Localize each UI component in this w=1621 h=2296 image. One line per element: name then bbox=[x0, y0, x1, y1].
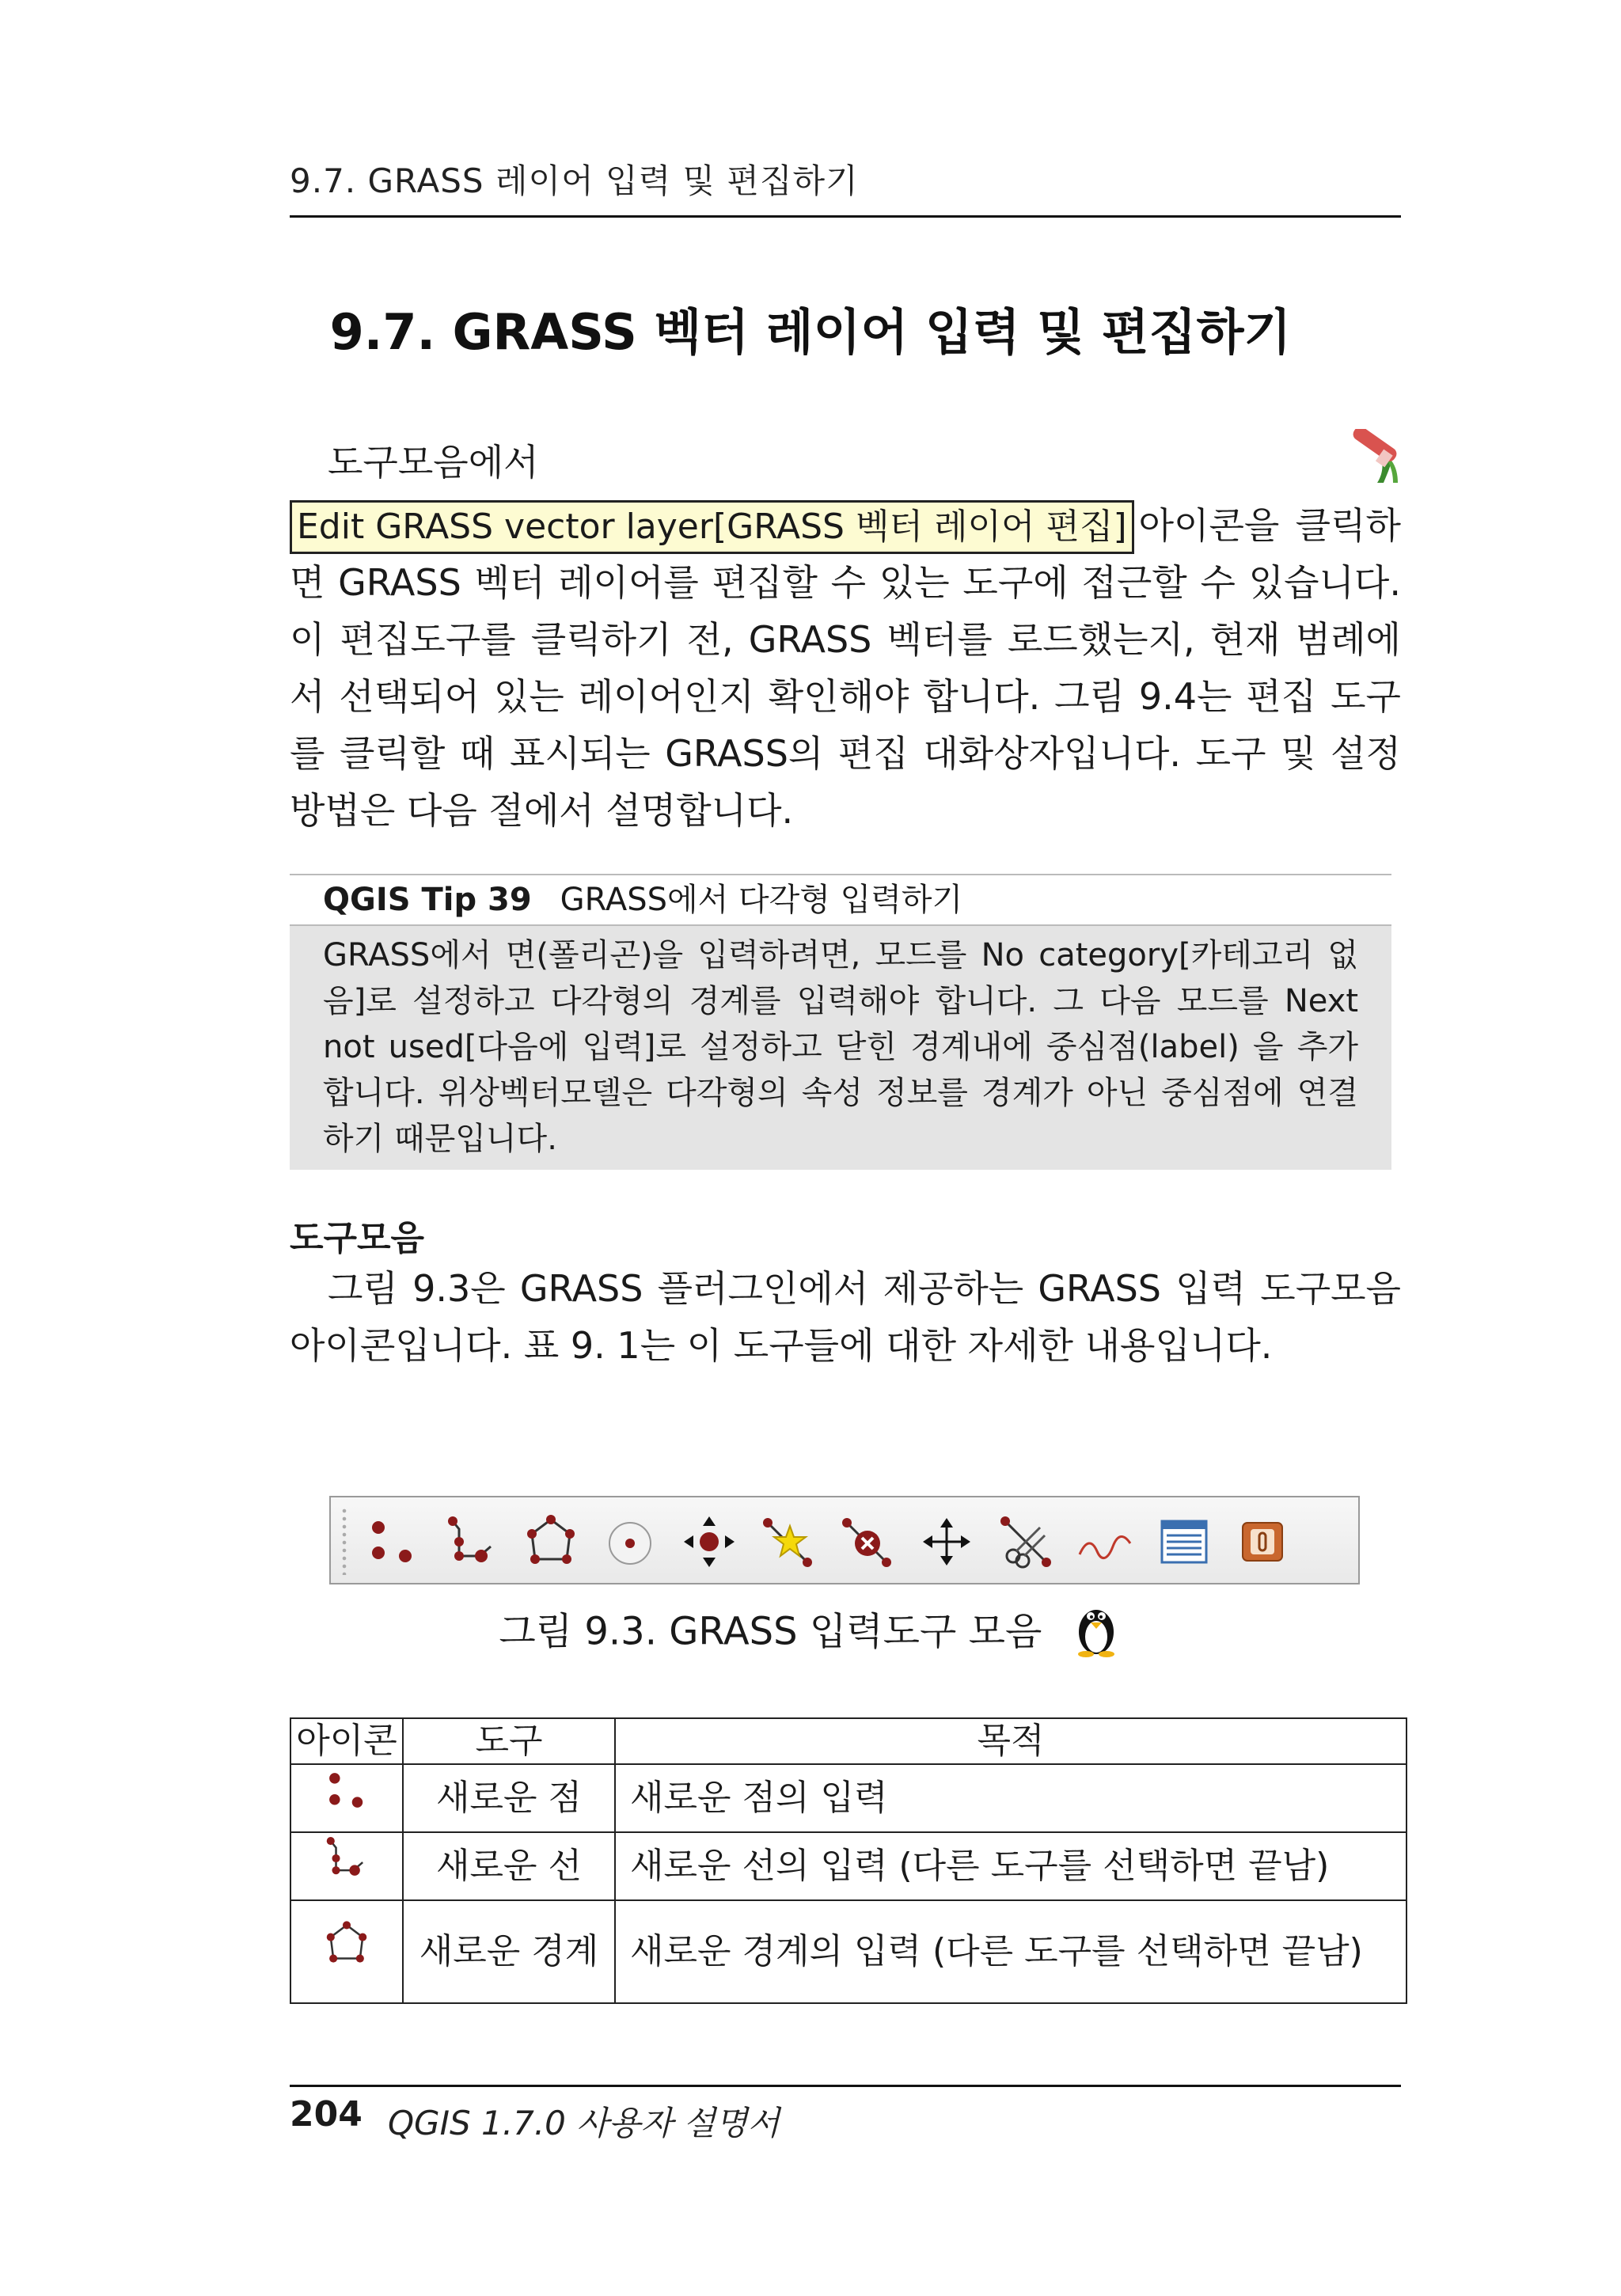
section-title: 9.7. GRASS 벡터 레이어 입력 및 편집하기 bbox=[329, 303, 1292, 361]
split-line-icon[interactable] bbox=[996, 1512, 1056, 1572]
close-edit-icon[interactable] bbox=[1233, 1512, 1293, 1572]
toolbar-heading: 도구모음 bbox=[290, 1218, 425, 1258]
delete-vertex-icon[interactable] bbox=[837, 1512, 898, 1572]
move-element-icon[interactable] bbox=[917, 1512, 977, 1572]
table-cell-icon bbox=[290, 1832, 403, 1900]
table-row bbox=[290, 1832, 1407, 1900]
table-row bbox=[290, 1900, 1407, 2003]
tip-header bbox=[290, 874, 1391, 926]
running-header: 9.7. GRASS 레이어 입력 및 편집하기 bbox=[290, 161, 859, 200]
table-cell-tool: 새로운 점 bbox=[403, 1764, 615, 1832]
new-centroid-icon[interactable] bbox=[600, 1512, 660, 1572]
pencil-edit-icon bbox=[1346, 429, 1404, 484]
move-vertex-icon[interactable] bbox=[679, 1512, 739, 1572]
new-point-icon[interactable] bbox=[363, 1512, 423, 1572]
tools-table bbox=[290, 1717, 1407, 2004]
footer-rule bbox=[290, 2085, 1401, 2087]
intro-paragraph bbox=[290, 497, 1401, 839]
toolbar-grip bbox=[340, 1507, 348, 1575]
intro-line1-rest: 아이콘을 클릭하 bbox=[1138, 504, 1401, 547]
header-rule bbox=[290, 215, 1401, 218]
table-cell-icon bbox=[290, 1764, 403, 1832]
table-cell-purpose: 새로운 점의 입력 bbox=[615, 1764, 1407, 1832]
attribute-table-icon[interactable] bbox=[1154, 1512, 1214, 1572]
intro-lead: 도구모음에서 bbox=[328, 441, 539, 484]
table-cell-icon bbox=[290, 1900, 403, 2003]
figure-caption: 그림 9.3. GRASS 입력도구 모음 bbox=[499, 1609, 1042, 1654]
intro-body: 면 GRASS 벡터 레이어를 편집할 수 있는 도구에 접근할 수 있습니다. 이 편집도구를 클릭하기 전, GRASS 벡터를 로드했는지, 현재 범례에서 선택되어 있는 레이어인지 확인해야 합니다. 그림 9.4는 편집 도구를 클릭할 때 표시되는 GRASS의 편집 대화상자입니다. 도구 및 설정 방법은 다음 절에서 설명합니다. bbox=[290, 561, 1401, 832]
table-row bbox=[290, 1764, 1407, 1832]
toolbar-paragraph: 그림 9.3은 GRASS 플러그인에서 제공하는 GRASS 입력 도구모음 아이콘입니다. 표 9. 1는 이 도구들에 대한 자세한 내용입니다. bbox=[290, 1267, 1401, 1367]
new-boundary-icon bbox=[319, 1918, 374, 1969]
new-boundary-icon[interactable] bbox=[521, 1512, 581, 1572]
edit-grass-vector-label: Edit GRASS vector layer[GRASS 벡터 레이어 편집] bbox=[290, 500, 1134, 554]
new-line-icon bbox=[319, 1833, 374, 1884]
new-line-icon[interactable] bbox=[442, 1512, 502, 1572]
footer-book-title: QGIS 1.7.0 사용자 설명서 bbox=[388, 2104, 780, 2142]
table-cell-purpose: 새로운 경계의 입력 (다른 도구를 선택하면 끝남) bbox=[615, 1900, 1407, 2003]
tip-body: GRASS에서 면(폴리곤)을 입력하려면, 모드를 No category[카테고리 없음]로 설정하고 다각형의 경계를 입력해야 합니다. 그 다음 모드를 Next not used[다음에 입력]로 설정하고 닫힌 경계내에 중심점(label) 을 추가합니다. 위상벡터모델은 다각형의 속성 정보를 경계가 아닌 중심점에 연결하기 때문입니다. bbox=[290, 926, 1391, 1170]
table-header-row bbox=[290, 1718, 1407, 1764]
tip-label: QGIS Tip 39 bbox=[323, 882, 532, 918]
edit-line-icon[interactable] bbox=[1075, 1512, 1135, 1572]
table-header-tool: 도구 bbox=[403, 1718, 615, 1764]
linux-tux-icon bbox=[1070, 1599, 1122, 1657]
add-vertex-icon[interactable] bbox=[758, 1512, 818, 1572]
table-cell-purpose: 새로운 선의 입력 (다른 도구를 선택하면 끝남) bbox=[615, 1832, 1407, 1900]
figure-caption-row bbox=[0, 1599, 1621, 1657]
page-number: 204 bbox=[290, 2094, 363, 2135]
table-header-icon: 아이콘 bbox=[290, 1718, 403, 1764]
table-header-purpose: 목적 bbox=[615, 1718, 1407, 1764]
table-cell-tool: 새로운 선 bbox=[403, 1832, 615, 1900]
grass-edit-toolbar bbox=[329, 1496, 1360, 1584]
tip-title: GRASS에서 다각형 입력하기 bbox=[560, 882, 963, 918]
new-point-icon bbox=[319, 1765, 374, 1816]
table-cell-tool: 새로운 경계 bbox=[403, 1900, 615, 2003]
tip-box bbox=[290, 874, 1391, 1170]
